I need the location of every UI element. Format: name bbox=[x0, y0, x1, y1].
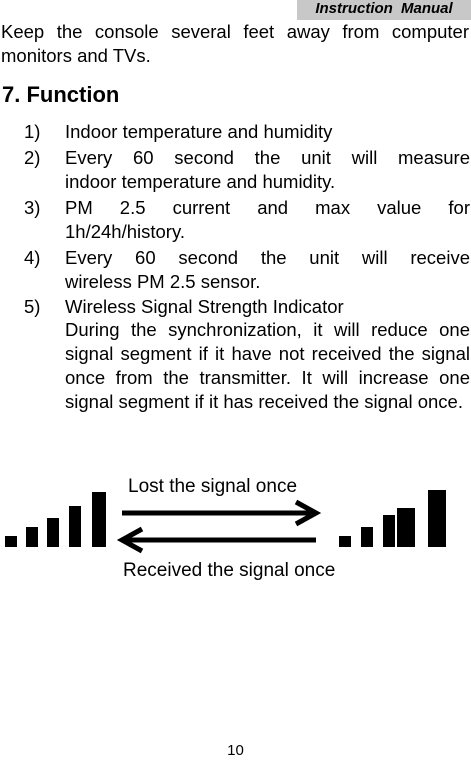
item-text-line1: Every 60 second the unit will receive bbox=[65, 247, 470, 268]
page-number: 10 bbox=[227, 742, 244, 759]
item-text-line2: 1h/24h/history. bbox=[65, 221, 185, 242]
item-text: Indoor temperature and humidity bbox=[65, 121, 333, 142]
section-title: 7. Function bbox=[2, 82, 120, 107]
item-number: 5) bbox=[24, 296, 41, 317]
signal-bar bbox=[397, 508, 415, 547]
signal-bar bbox=[26, 527, 38, 547]
received-signal-label: Received the signal once bbox=[123, 560, 336, 581]
signal-bar bbox=[69, 506, 81, 547]
signal-bar bbox=[428, 490, 446, 547]
signal-bar bbox=[5, 536, 17, 547]
intro-paragraph: Keep the console several feet away from computer monitors and TVs. bbox=[1, 21, 469, 66]
item-text-line2: indoor temperature and humidity. bbox=[65, 171, 336, 192]
sync-note-paragraph: During the synchronization, it will reduce one signal segment if it have not received the signal once from the transmitter. It will increase one signal segment if it has received the signal once. bbox=[65, 319, 470, 412]
manual-header-title: Instruction Manual bbox=[315, 0, 453, 17]
signal-strength-full-icon bbox=[5, 492, 106, 547]
item-number: 3) bbox=[24, 197, 41, 218]
item-number: 1) bbox=[24, 121, 41, 142]
signal-bar bbox=[383, 515, 395, 547]
item-text-line2: wireless PM 2.5 sensor. bbox=[65, 271, 261, 292]
signal-bar bbox=[47, 518, 59, 547]
item-number: 4) bbox=[24, 247, 41, 268]
signal-bar bbox=[339, 536, 351, 547]
lost-signal-label: Lost the signal once bbox=[128, 476, 298, 497]
arrow-left-icon bbox=[122, 529, 316, 551]
item-number: 2) bbox=[24, 147, 41, 168]
signal-strength-reduced-icon bbox=[339, 490, 446, 547]
manual-header-tab bbox=[297, 0, 471, 20]
arrow-right-icon bbox=[122, 502, 316, 524]
item-text: Wireless Signal Strength Indicator bbox=[65, 296, 344, 317]
signal-bar bbox=[92, 492, 106, 547]
item-text-line1: Every 60 second the unit will measure bbox=[65, 147, 470, 168]
item-text-line1: PM 2.5 current and max value for bbox=[65, 197, 470, 218]
signal-diagram bbox=[0, 480, 471, 560]
signal-bar bbox=[361, 527, 373, 547]
